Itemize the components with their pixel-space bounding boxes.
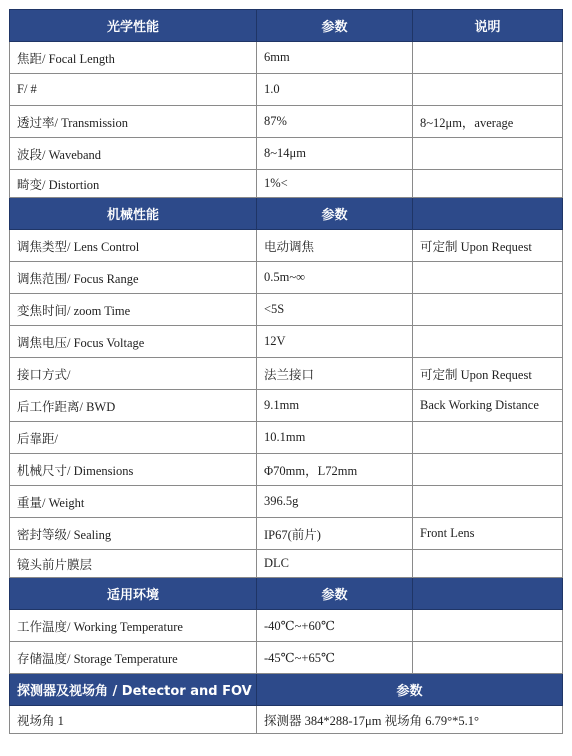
row-label: 机械尺寸/ Dimensions [10,454,257,486]
table-row [10,486,563,518]
row-label: 调焦电压/ Focus Voltage [10,326,257,358]
table-row [10,454,563,486]
row-value: DLC [257,550,413,578]
spec-table [9,9,563,734]
row-note [413,326,563,358]
row-value: 12V [257,326,413,358]
row-value: 396.5g [257,486,413,518]
table-row [10,518,563,550]
table-row [10,610,563,642]
header-param: 参数 [257,198,413,230]
table-row [10,138,563,170]
row-note [413,486,563,518]
row-label: 接口方式/ [10,358,257,390]
row-note [413,642,563,674]
detector-row [10,706,563,734]
table-row [10,106,563,138]
row-label: 密封等级/ Sealing [10,518,257,550]
header-label: 光学性能 [10,10,257,42]
row-label: 后工作距离/ BWD [10,390,257,422]
row-note [413,610,563,642]
row-value: <5S [257,294,413,326]
header-note [413,198,563,230]
row-label: 调焦范围/ Focus Range [10,262,257,294]
row-value: 1.0 [257,74,413,106]
row-label: 工作温度/ Working Temperature [10,610,257,642]
row-note [413,454,563,486]
row-note: Back Working Distance [413,390,563,422]
header-note: 说明 [413,10,563,42]
row-note [413,74,563,106]
row-value: 9.1mm [257,390,413,422]
row-note [413,170,563,198]
row-label: 镜头前片膜层 [10,550,257,578]
detector-row-label: 视场角 1 [10,706,257,734]
row-note: 可定制 Upon Request [413,358,563,390]
table-row [10,74,563,106]
row-note [413,550,563,578]
section-header-optical [10,10,563,42]
table-row [10,42,563,74]
row-value: 10.1mm [257,422,413,454]
row-label: 焦距/ Focal Length [10,42,257,74]
row-label: 后靠距/ [10,422,257,454]
row-label: 重量/ Weight [10,486,257,518]
row-value: 0.5m~∞ [257,262,413,294]
row-note: Front Lens [413,518,563,550]
row-value: Φ70mm，L72mm [257,454,413,486]
row-value: 法兰接口 [257,358,413,390]
table-row [10,326,563,358]
table-row [10,170,563,198]
row-note: 可定制 Upon Request [413,230,563,262]
table-row [10,358,563,390]
row-label: 存储温度/ Storage Temperature [10,642,257,674]
header-param: 参数 [257,578,413,610]
row-label: F/ # [10,74,257,106]
section-header-environment [10,578,563,610]
header-label: 机械性能 [10,198,257,230]
row-label: 畸变/ Distortion [10,170,257,198]
table-row [10,294,563,326]
detector-header-param: 参数 [257,674,563,706]
header-label: 适用环境 [10,578,257,610]
row-value: -45℃~+65℃ [257,642,413,674]
row-note [413,422,563,454]
row-note: 8~12μm，average [413,106,563,138]
spec-table-body [10,10,563,734]
row-value: 6mm [257,42,413,74]
section-header-mechanical [10,198,563,230]
row-label: 调焦类型/ Lens Control [10,230,257,262]
row-note [413,262,563,294]
header-note [413,578,563,610]
section-header-detector [10,674,563,706]
detector-row-value: 探测器 384*288-17μm 视场角 6.79°*5.1° [257,706,563,734]
table-row [10,262,563,294]
row-value: 8~14μm [257,138,413,170]
table-row [10,422,563,454]
table-row [10,642,563,674]
row-value: 电动调焦 [257,230,413,262]
table-row [10,390,563,422]
row-label: 变焦时间/ zoom Time [10,294,257,326]
detector-header-label: 探测器及视场角 / Detector and FOV [10,674,257,706]
row-value: 1%< [257,170,413,198]
table-row [10,550,563,578]
row-value: 87% [257,106,413,138]
row-value: IP67(前片) [257,518,413,550]
header-param: 参数 [257,10,413,42]
row-note [413,42,563,74]
row-label: 透过率/ Transmission [10,106,257,138]
row-note [413,138,563,170]
row-value: -40℃~+60℃ [257,610,413,642]
row-label: 波段/ Waveband [10,138,257,170]
table-row [10,230,563,262]
row-note [413,294,563,326]
